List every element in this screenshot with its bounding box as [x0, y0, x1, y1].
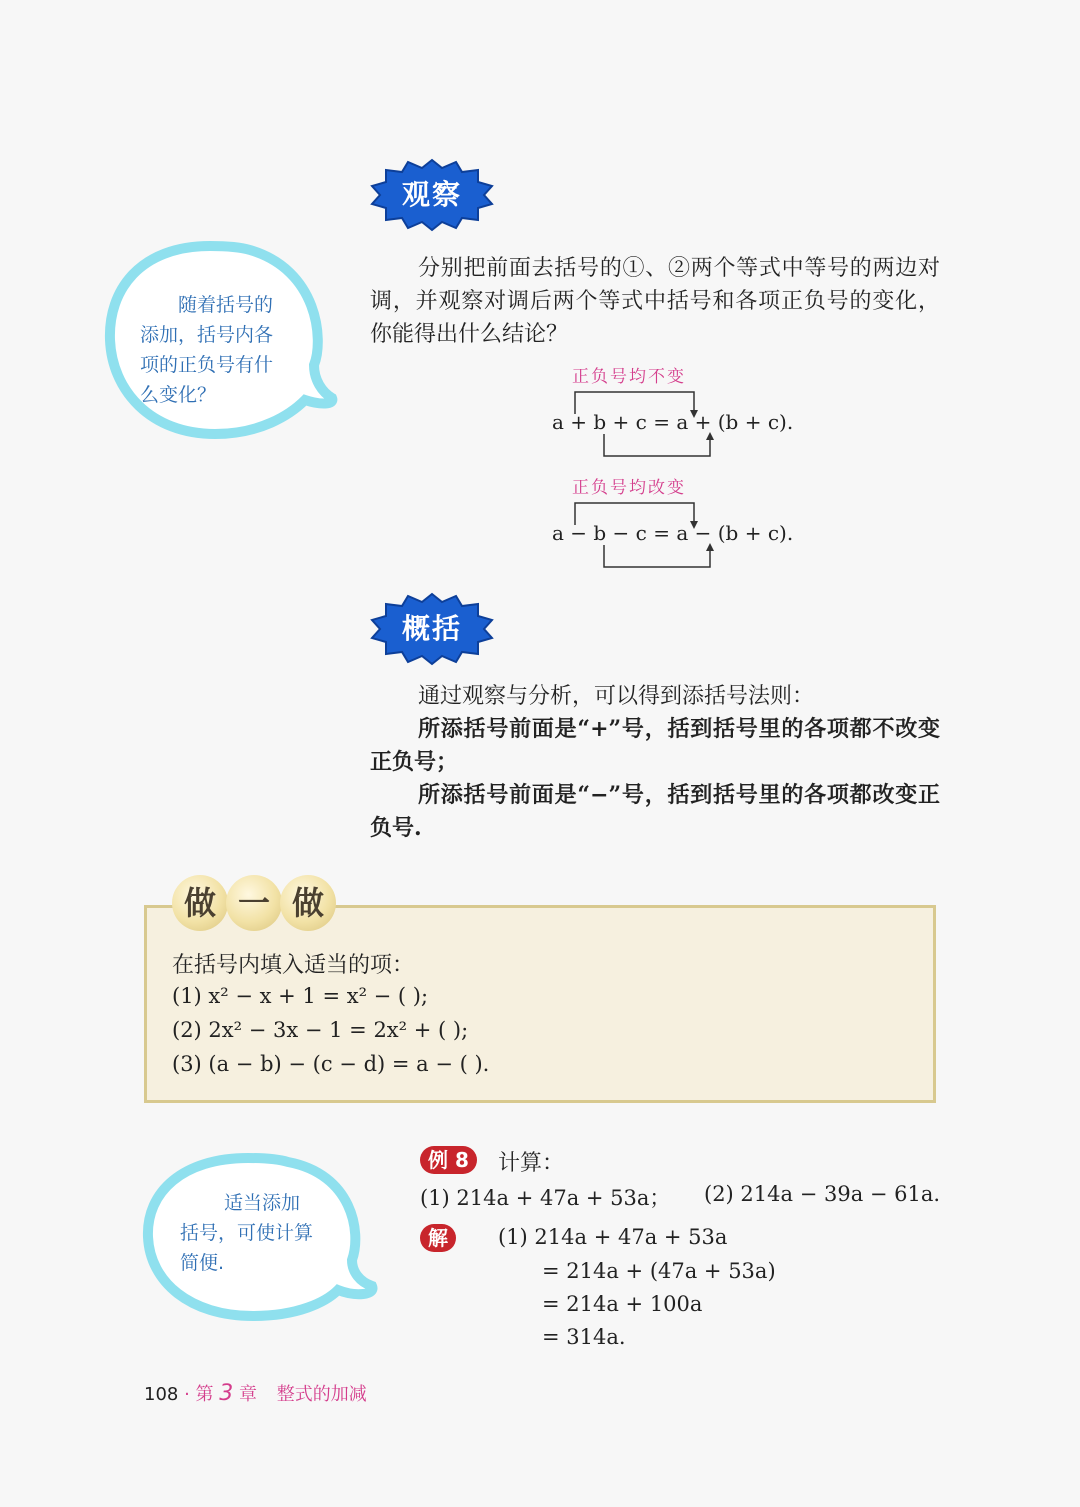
exercise-item-1: (1) x² − x + 1 = x² − ( );: [172, 984, 429, 1008]
summary-badge-label: 概括: [401, 612, 462, 645]
observe-badge: [370, 158, 494, 232]
observe-badge-label: 观察: [401, 178, 462, 211]
equation-1-label: 正负号均不变: [572, 367, 686, 387]
side-note-2: [180, 1188, 340, 1278]
observe-paragraph: [370, 252, 940, 351]
side-note-1: [140, 290, 300, 410]
example-question-1: (1) 214a + 47a + 53a；: [420, 1186, 671, 1210]
side-note-1-line: 添加，括号内各: [140, 324, 274, 346]
equation-2-label: 正负号均改变: [572, 478, 686, 498]
chapter-title: 整式的加减: [276, 1384, 367, 1405]
side-note-2-line: 简便.: [180, 1252, 225, 1274]
exercise-item-2: (2) 2x² − 3x − 1 = 2x² + ( );: [172, 1018, 469, 1042]
solution-step: = 214a + 100a: [542, 1292, 703, 1316]
solution-step: = 314a.: [542, 1325, 626, 1349]
solution-step: = 214a + (47a + 53a): [542, 1259, 776, 1283]
exercise-title-char: 做: [172, 875, 228, 931]
page-footer: [144, 1380, 367, 1406]
side-note-2-line: 适当添加: [224, 1192, 301, 1214]
solution-step: (1) 214a + 47a + 53a: [498, 1225, 728, 1249]
equation-2: a − b − c = a − (b + c).: [552, 521, 794, 545]
summary-paragraph: [370, 680, 940, 845]
solution-label: 解: [420, 1224, 456, 1252]
exercise-title-char: 做: [280, 875, 336, 931]
example-question-2: (2) 214a − 39a − 61a.: [704, 1182, 941, 1206]
chapter-suffix: 章: [239, 1384, 258, 1405]
summary-badge: [370, 592, 494, 666]
example-title: 计算：: [498, 1151, 565, 1176]
exercise-title-char: 一: [226, 875, 282, 931]
example-label: 例 8: [420, 1146, 477, 1174]
page-number: 108: [144, 1384, 179, 1405]
rule-minus: 所添括号前面是“−”号，括到括号里的各项都改变正负号.: [370, 782, 940, 841]
chapter-number: 3: [219, 1381, 234, 1406]
exercise-instruction: 在括号内填入适当的项：: [172, 953, 415, 978]
chapter-prefix: · 第: [184, 1384, 214, 1405]
exercise-item-3: (3) (a − b) − (c − d) = a − ( ).: [172, 1052, 490, 1076]
equation-1: a + b + c = a + (b + c).: [552, 410, 794, 434]
side-note-1-line: 么变化？: [140, 384, 217, 406]
rule-plus: 所添括号前面是“+”号，括到括号里的各项都不改变正负号；: [370, 716, 940, 775]
side-note-1-line: 项的正负号有什: [140, 354, 274, 376]
summary-line: 通过观察与分析，可以得到添括号法则：: [418, 684, 815, 709]
side-note-1-line: 随着括号的: [178, 294, 274, 316]
observe-paragraph-text: 分别把前面去括号的①、②两个等式中等号的两边对调，并观察对调后两个等式中括号和各项正负号的变化，你能得出什么结论？: [370, 256, 940, 347]
side-note-2-line: 括号，可使计算: [180, 1222, 314, 1244]
